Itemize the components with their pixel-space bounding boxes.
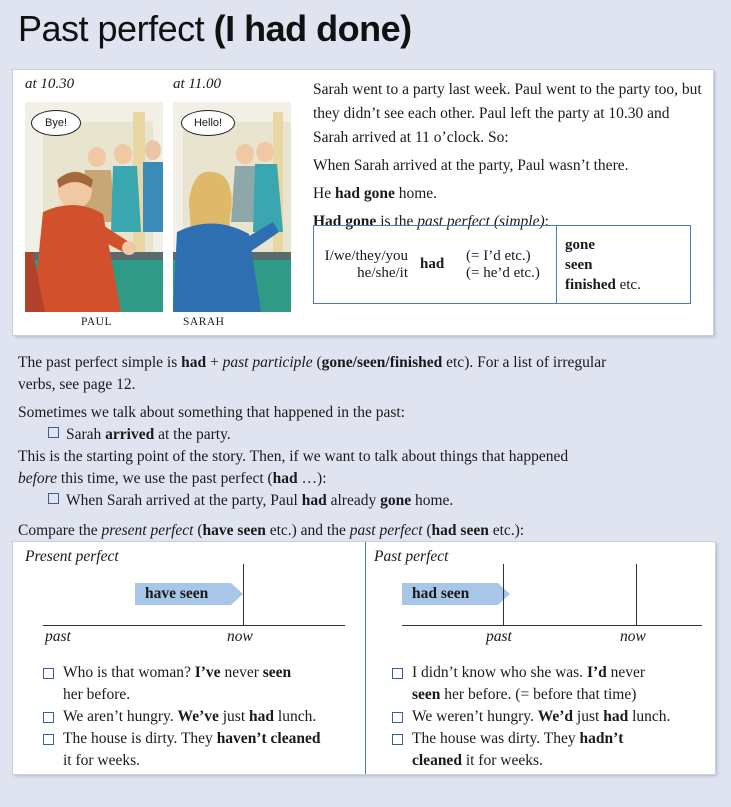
participle-cell: gone seen finished etc. [565, 236, 641, 293]
example-2: We aren’t hungry. We’ve just had lunch. [43, 706, 361, 728]
name-label-paul: PAUL [81, 316, 112, 328]
now-label: now [620, 628, 646, 645]
checkbox-icon [43, 734, 54, 745]
checkbox-icon [43, 668, 54, 679]
body-line-3: Sometimes we talk about something that happened in the past: [18, 404, 405, 421]
time-label-left: at 10.30 [25, 76, 75, 92]
past-perfect-form-table [313, 225, 691, 304]
intro-box [13, 70, 713, 335]
speech-bubble-bye: Bye! [31, 110, 81, 136]
comparison-box [13, 542, 715, 774]
body-line-1: The past perfect simple is had + past participle (gone/seen/finished etc). For a list of irregular [18, 354, 607, 371]
checkbox-icon [43, 712, 54, 723]
speech-bubble-hello: Hello! [181, 110, 235, 136]
past-marker [503, 564, 504, 626]
had-cell: had [420, 256, 445, 272]
title-sub: (I had done) [213, 8, 412, 49]
explanation-text [18, 352, 718, 542]
body-line-5: This is the starting point of the story. Then, if we want to talk about things that happened [18, 448, 569, 465]
example-had-gone: When Sarah arrived at the party, Paul had already gone home. [18, 490, 718, 512]
example-arrived: Sarah arrived at the party. [18, 424, 718, 446]
past-label: past [486, 628, 512, 645]
had-seen-arrow: had seen [402, 583, 498, 605]
example-1: I didn’t know who she was. I’d never seen her before. (= before that time) [392, 662, 712, 706]
body-line-2: verbs, see page 12. [18, 376, 136, 393]
example-3: The house is dirty. They haven’t cleaned it for weeks. [43, 728, 361, 772]
timeline [402, 625, 702, 626]
present-perfect-title: Present perfect [25, 548, 119, 565]
story-para-4: Had gone is the past perfect (simple): [313, 213, 549, 230]
story-text [313, 78, 705, 238]
page-title [18, 8, 412, 50]
present-perfect-column [13, 542, 366, 774]
checkbox-icon [392, 668, 403, 679]
now-marker [243, 564, 244, 626]
now-label: now [227, 628, 253, 645]
time-label-right: at 11.00 [173, 76, 222, 92]
past-examples [392, 662, 712, 772]
story-para-3: He had gone home. [313, 185, 438, 202]
now-marker [636, 564, 637, 626]
name-label-sarah: SARAH [183, 316, 225, 328]
past-perfect-column [366, 542, 715, 774]
present-examples [43, 662, 361, 772]
example-1: Who is that woman? I’ve never seen her before. [43, 662, 361, 706]
example-2: We weren’t hungry. We’d just had lunch. [392, 706, 712, 728]
title-main: Past perfect [18, 8, 205, 49]
past-perfect-title: Past perfect [374, 548, 449, 565]
checkbox-icon [48, 427, 59, 438]
body-line-6: before this time, we use the past perfect (had …): [18, 470, 327, 487]
subjects-cell: I/we/they/you he/she/it [324, 247, 408, 281]
past-label: past [45, 628, 71, 645]
checkbox-icon [392, 734, 403, 745]
have-seen-arrow: have seen [135, 583, 231, 605]
example-3: The house was dirty. They hadn’t cleaned it for weeks. [392, 728, 712, 772]
checkbox-icon [392, 712, 403, 723]
timeline [43, 625, 345, 626]
contraction-cell: (= I’d etc.) (= he’d etc.) [460, 226, 557, 303]
body-line-compare: Compare the present perfect (have seen etc.) and the past perfect (had seen etc.): [18, 522, 525, 539]
checkbox-icon [48, 493, 59, 504]
illustration-sarah [173, 102, 291, 312]
story-para-1: Sarah went to a party last week. Paul went to the party too, but they didn’t see each other. Paul left the party at 10.30 and Sarah arrived at 11 o’clock. So: [313, 81, 702, 146]
story-para-2: When Sarah arrived at the party, Paul wasn’t there. [313, 157, 629, 174]
